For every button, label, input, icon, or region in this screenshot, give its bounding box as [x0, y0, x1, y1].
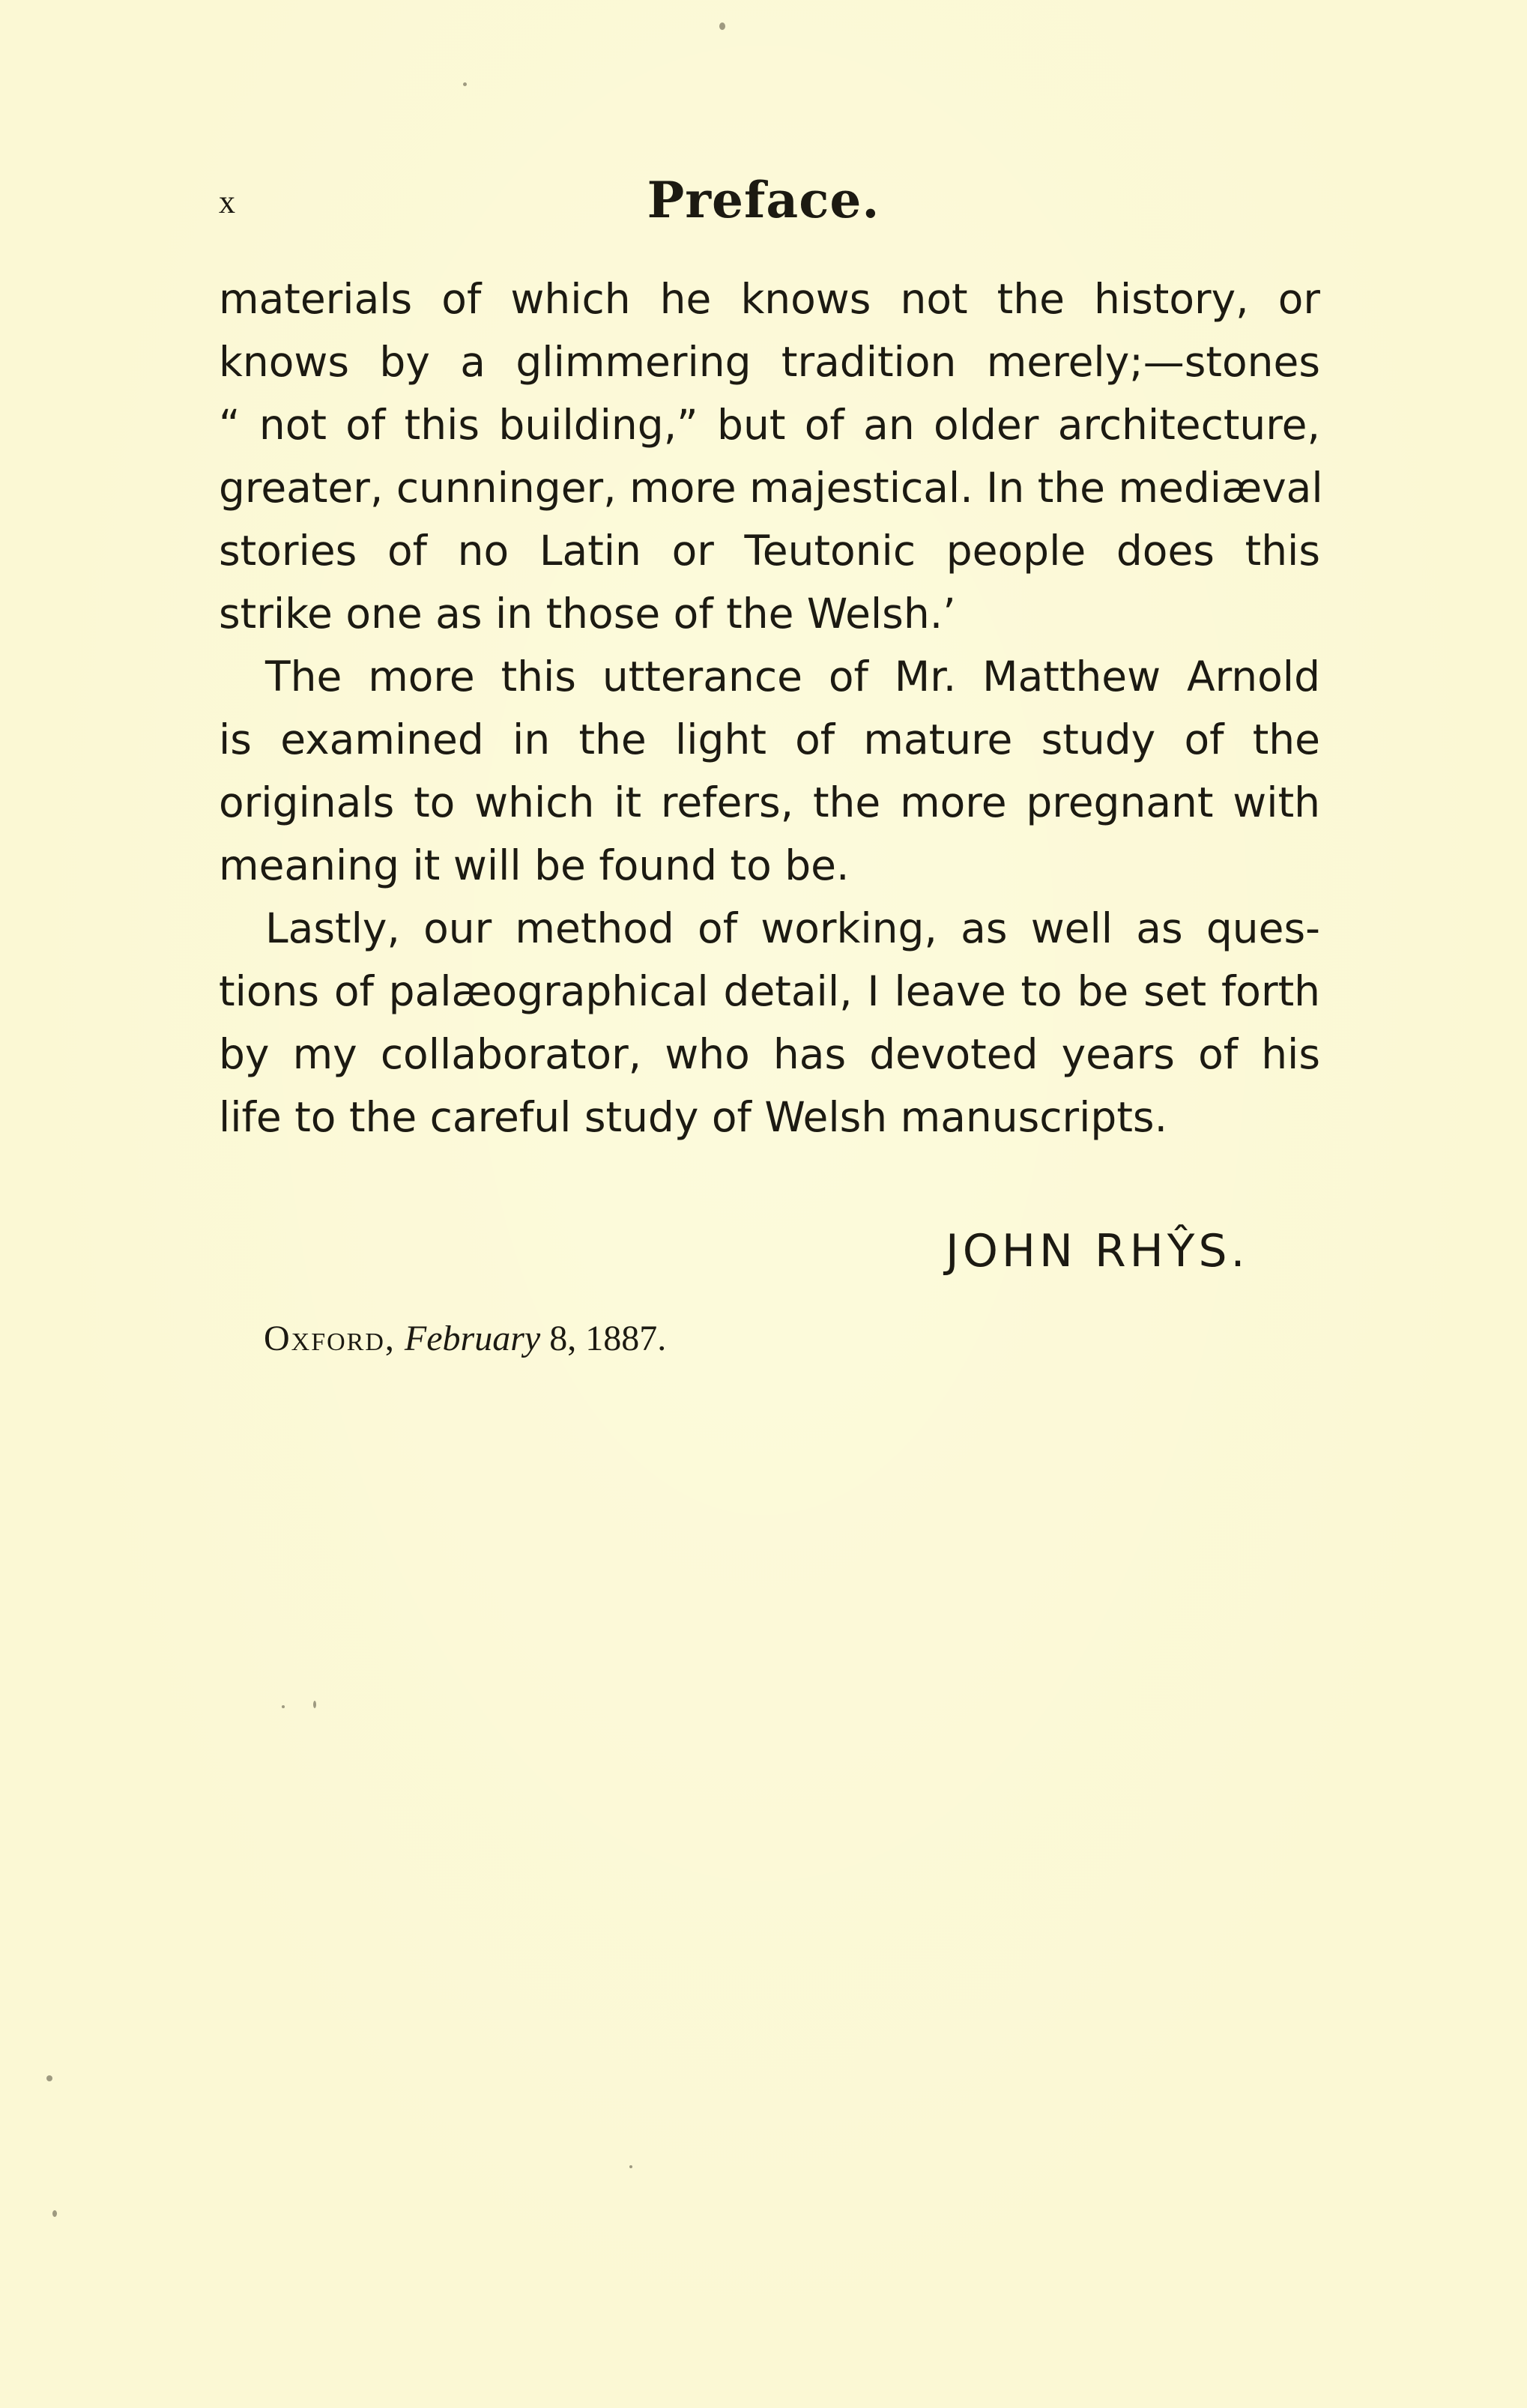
paper-speck	[463, 82, 467, 86]
text-line: greater, cunninger, more majestical. In the mediæval	[219, 464, 1323, 512]
text-line: by my collaborator, who has devoted years of his	[219, 1030, 1320, 1078]
text-line: tions of palæographical detail, I leave to be set forth	[219, 967, 1320, 1015]
text-line: knows by a glimmering tradition merely;—stones	[219, 338, 1320, 386]
text-line: originals to which it refers, the more pregnant with	[219, 778, 1320, 826]
paper-speck	[282, 1705, 285, 1708]
author-signature: JOHN RHŶS.	[946, 1225, 1249, 1277]
text-line: Lastly, our method of working, as well as ques-	[265, 904, 1320, 952]
paper-speck	[46, 2075, 52, 2081]
page-number: x	[219, 184, 235, 220]
text-line: meaning it will be found to be.	[219, 841, 850, 889]
running-title: Preface.	[647, 171, 880, 229]
text-line: strike one as in those of the Welsh.’	[219, 590, 956, 638]
dateline-place: Oxford,	[264, 1319, 396, 1358]
body-text	[219, 267, 1323, 1149]
dateline	[264, 1313, 666, 1365]
paper-speck	[313, 1701, 316, 1708]
paper-speck	[52, 2210, 57, 2217]
paper-speck	[719, 22, 725, 30]
text-line: “ not of this building,” but of an older architecture,	[219, 401, 1320, 449]
text-line: The more this utterance of Mr. Matthew Arnold	[265, 653, 1320, 701]
text-line: life to the careful study of Welsh manuscripts.	[219, 1093, 1168, 1141]
text-line: is examined in the light of mature study of the	[219, 716, 1320, 763]
text-line: materials of which he knows not the history, or	[219, 275, 1320, 323]
dateline-month: February	[404, 1319, 541, 1358]
dateline-date: 8, 1887.	[540, 1319, 667, 1358]
paper-speck	[629, 2165, 632, 2168]
text-line: stories of no Latin or Teutonic people does this	[219, 527, 1320, 575]
